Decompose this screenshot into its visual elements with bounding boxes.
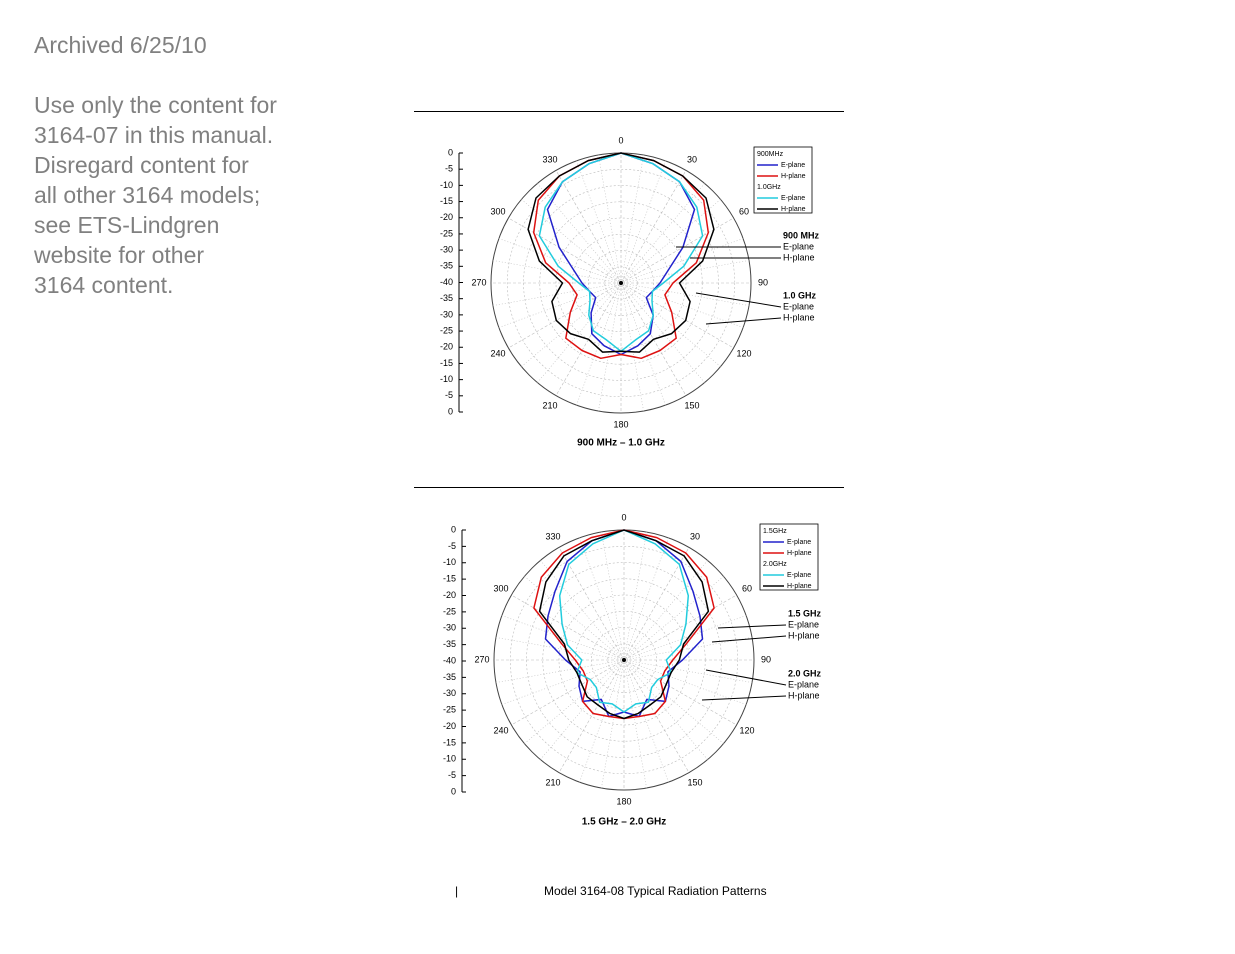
legend-group-title: 900MHz — [757, 150, 784, 158]
usage-notice-line: 3164-07 in this manual. — [34, 122, 274, 148]
annotation-heading: 1.0 GHz — [783, 290, 817, 301]
r-tick-label: -25 — [442, 704, 456, 715]
grid-spoke — [624, 576, 724, 660]
r-tick-label: -15 — [439, 195, 453, 206]
r-tick-label: 0 — [450, 524, 456, 535]
legend-group-title: 1.5GHz — [763, 527, 787, 535]
angle-label: 0 — [618, 135, 624, 146]
usage-notice-line: website for other — [34, 242, 205, 268]
r-tick-label: -20 — [439, 341, 453, 352]
angle-label: 330 — [545, 531, 561, 542]
legend-group-title: 2.0GHz — [763, 560, 787, 568]
annotation-h-plane: H-plane — [783, 252, 815, 263]
grid-spoke — [524, 660, 624, 744]
angle-label: 300 — [490, 206, 506, 217]
r-tick-label: 0 — [447, 406, 453, 417]
angle-label: 120 — [736, 348, 752, 359]
legend-entry-label: E-plane — [787, 571, 812, 579]
annotation-h-plane: H-plane — [783, 312, 815, 323]
annotation-e-plane: E-plane — [783, 301, 815, 312]
angle-label: 60 — [738, 206, 749, 217]
r-tick-label: -30 — [439, 244, 453, 255]
annotation-h-plane: H-plane — [788, 630, 820, 641]
annotation-leader — [718, 625, 786, 628]
angle-label: 90 — [760, 654, 772, 665]
legend-entry-label: E-plane — [781, 194, 806, 202]
angle-label: 180 — [616, 796, 632, 807]
legend-group-title: 1.0GHz — [757, 183, 781, 191]
r-tick-label: -35 — [442, 639, 456, 649]
r-tick-label: -15 — [442, 573, 456, 584]
annotation-heading: 2.0 GHz — [788, 668, 822, 679]
legend-entry-label: H-plane — [781, 172, 806, 180]
angle-label: 210 — [545, 777, 561, 788]
r-tick-label: -5 — [444, 390, 453, 401]
r-tick-label: -35 — [439, 260, 453, 271]
footer-caption: Model 3164-08 Typical Radiation Patterns — [544, 884, 767, 898]
r-tick-label: -10 — [442, 557, 456, 568]
annotation-e-plane: E-plane — [788, 619, 820, 630]
angle-label: 330 — [542, 154, 558, 165]
r-tick-label: -15 — [442, 737, 456, 748]
r-tick-label: -30 — [439, 309, 453, 320]
usage-notice-line: see ETS-Lindgren — [34, 212, 220, 238]
r-tick-label: 0 — [447, 147, 453, 158]
angle-label: 180 — [613, 419, 629, 430]
legend-entry-label: H-plane — [787, 582, 812, 590]
r-tick-label: -40 — [439, 276, 453, 287]
annotation-leader — [712, 636, 786, 642]
usage-notice-line: all other 3164 models; — [34, 182, 261, 208]
r-tick-label: -30 — [442, 688, 456, 699]
r-tick-label: -5 — [444, 163, 453, 174]
r-tick-label: -30 — [442, 622, 456, 633]
grid-spoke — [580, 538, 624, 660]
angle-label: 150 — [684, 400, 700, 411]
r-tick-label: -10 — [439, 374, 453, 384]
r-tick-label: -40 — [442, 655, 456, 666]
usage-notice-line: Disregard content for — [34, 152, 249, 178]
footer-separator: | — [455, 884, 459, 898]
angle-label: 60 — [741, 583, 752, 594]
usage-notice-line: 3164 content. — [34, 272, 174, 298]
angle-label: 240 — [490, 348, 506, 359]
legend-entry-label: H-plane — [781, 205, 806, 213]
r-tick-label: -5 — [447, 540, 456, 551]
angle-label: 30 — [689, 531, 701, 542]
polar-center — [622, 658, 626, 662]
r-tick-label: -20 — [439, 212, 453, 223]
annotation-e-plane: E-plane — [783, 241, 815, 252]
angle-label: 0 — [621, 512, 627, 523]
r-tick-label: -25 — [442, 606, 456, 617]
grid-spoke — [624, 660, 746, 704]
angle-label: 150 — [687, 777, 703, 788]
grid-spoke — [502, 616, 624, 660]
angle-label: 240 — [493, 725, 509, 736]
r-tick-label: -15 — [439, 357, 453, 368]
r-tick-label: -25 — [439, 325, 453, 336]
angle-label: 120 — [739, 725, 755, 736]
angle-label: 300 — [493, 583, 509, 594]
legend-entry-label: E-plane — [781, 161, 806, 169]
archived-notice: Archived 6/25/10 — [34, 32, 207, 58]
r-tick-label: -35 — [439, 293, 453, 304]
angle-label: 270 — [474, 654, 490, 665]
annotation-heading: 900 MHz — [783, 230, 820, 241]
angle-label: 270 — [471, 277, 487, 288]
usage-notice-line: Use only the content for — [34, 92, 277, 118]
r-tick-label: -10 — [442, 753, 456, 764]
r-tick-label: -35 — [442, 671, 456, 682]
r-tick-label: -20 — [442, 720, 456, 731]
annotation-e-plane: E-plane — [788, 679, 820, 690]
annotation-heading: 1.5 GHz — [788, 608, 822, 619]
r-tick-label: 0 — [450, 786, 456, 797]
r-tick-label: -25 — [439, 228, 453, 239]
angle-label: 30 — [686, 154, 698, 165]
chart-title: 1.5 GHz – 2.0 GHz — [581, 816, 667, 828]
chart-title: 900 MHz – 1.0 GHz — [577, 437, 665, 449]
angle-label: 210 — [542, 400, 558, 411]
legend-entry-label: E-plane — [787, 538, 812, 546]
angle-label: 90 — [757, 277, 769, 288]
legend-entry-label: H-plane — [787, 549, 812, 557]
r-tick-label: -10 — [439, 179, 453, 190]
r-tick-label: -20 — [442, 589, 456, 600]
r-tick-label: -5 — [447, 770, 456, 780]
annotation-leader — [706, 670, 786, 685]
grid-spoke — [624, 560, 708, 660]
annotation-h-plane: H-plane — [788, 690, 820, 701]
